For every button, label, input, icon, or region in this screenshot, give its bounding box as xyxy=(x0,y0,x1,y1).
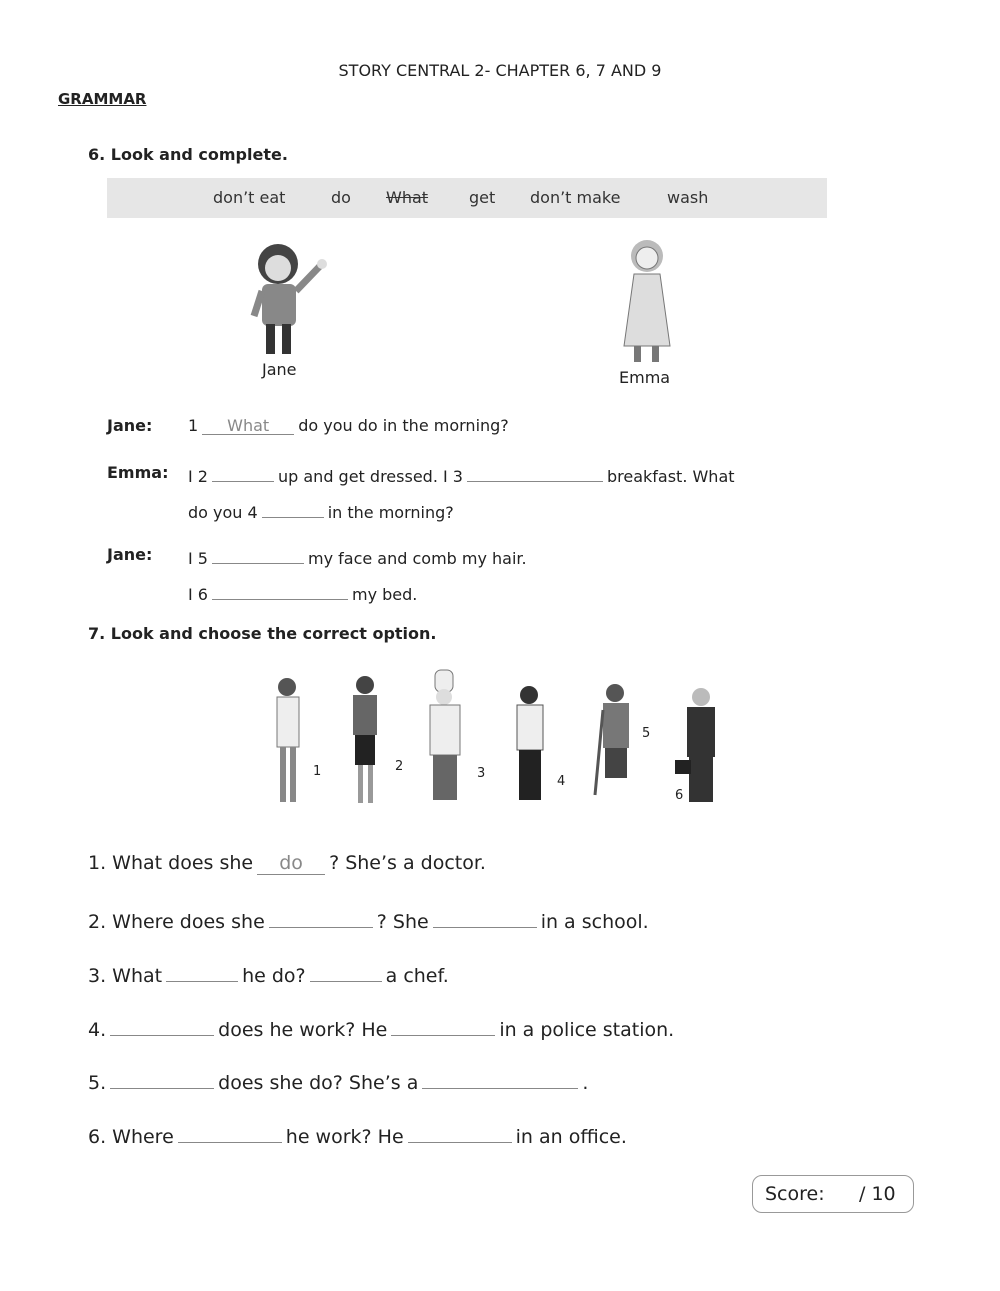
figure-number: 2 xyxy=(395,759,404,774)
line-text: I 5 xyxy=(188,549,208,568)
score-box xyxy=(752,1175,914,1213)
line-text: breakfast. What xyxy=(606,467,735,486)
sentence-text: 2. Where does she xyxy=(88,911,265,933)
answer-blank-5[interactable] xyxy=(212,545,304,564)
occupations-illustration xyxy=(265,665,735,815)
figure-number: 4 xyxy=(557,774,566,789)
figure-number: 3 xyxy=(477,766,486,781)
answer-blank[interactable] xyxy=(422,1066,578,1089)
sentence-text: 5. xyxy=(88,1072,107,1094)
figure-number: 1 xyxy=(313,764,322,779)
line-text: in the morning? xyxy=(327,503,454,522)
answer-blank[interactable] xyxy=(166,959,238,982)
sentence-text: 1. What does she xyxy=(88,852,254,874)
line-text: I 6 xyxy=(188,585,208,604)
line-text: up and get dressed. I 3 xyxy=(277,467,463,486)
answer-blank-4[interactable] xyxy=(262,499,324,518)
sentence-2 xyxy=(88,905,649,933)
line-text: I 2 xyxy=(188,467,208,486)
emma-label: Emma xyxy=(619,368,671,387)
dialogue-line-5 xyxy=(188,581,417,604)
sentence-text: 6. Where xyxy=(88,1126,174,1148)
sentence-text: in a school. xyxy=(540,911,649,933)
sentence-text: . xyxy=(582,1072,589,1094)
dialogue-line-4 xyxy=(188,545,527,568)
sentence-text: does he work? He xyxy=(218,1019,388,1041)
sentence-4 xyxy=(88,1013,674,1041)
sentence-text: ? She’s a doctor. xyxy=(329,852,486,874)
answer-blank[interactable] xyxy=(310,959,382,982)
speaker-label: Emma: xyxy=(107,463,169,482)
line-text: 1 xyxy=(188,416,199,435)
exercise-7-heading: 7. Look and choose the correct option. xyxy=(88,624,437,643)
line-text: do you do in the morning? xyxy=(298,416,509,435)
answer-blank[interactable] xyxy=(178,1120,282,1143)
answer-blank-2[interactable] xyxy=(212,463,274,482)
answer-blank-6[interactable] xyxy=(212,581,348,600)
sentence-3 xyxy=(88,959,449,987)
score-total: / 10 xyxy=(859,1183,896,1205)
speaker-label: Jane: xyxy=(107,416,153,435)
word-bank-item-used: What xyxy=(386,188,429,207)
word-bank-item: get xyxy=(469,188,496,207)
word-bank xyxy=(107,178,827,218)
sentence-text: does she do? She’s a xyxy=(218,1072,419,1094)
figure-number: 6 xyxy=(675,788,684,803)
section-heading: GRAMMAR xyxy=(58,90,147,108)
worksheet-title: STORY CENTRAL 2- CHAPTER 6, 7 AND 9 xyxy=(338,61,662,80)
sentence-text: 4. xyxy=(88,1019,107,1041)
sentence-text: a chef. xyxy=(385,965,449,987)
answer-blank[interactable] xyxy=(110,1066,214,1089)
sentence-text: in a police station. xyxy=(499,1019,675,1041)
answer-blank-1[interactable]: What xyxy=(202,416,294,435)
speaker-label: Jane: xyxy=(107,545,153,564)
dialogue-line-2 xyxy=(188,463,735,486)
line-text: my bed. xyxy=(351,585,418,604)
jane-label: Jane xyxy=(262,360,297,379)
answer-blank[interactable] xyxy=(269,905,373,928)
word-bank-item: do xyxy=(331,188,351,207)
line-text: my face and comb my hair. xyxy=(307,549,527,568)
word-bank-item: don’t eat xyxy=(213,188,286,207)
score-label: Score: xyxy=(765,1183,825,1205)
sentence-text: in an office. xyxy=(515,1126,627,1148)
answer-blank[interactable] xyxy=(408,1120,512,1143)
word-bank-item: wash xyxy=(667,188,709,207)
answer-blank[interactable] xyxy=(110,1013,214,1036)
sentence-text: ? She xyxy=(376,911,429,933)
figure-number: 5 xyxy=(642,726,651,741)
jane-illustration xyxy=(240,236,335,361)
dialogue-line-3 xyxy=(188,499,454,522)
sentence-5 xyxy=(88,1066,588,1094)
sentence-text: he do? xyxy=(242,965,306,987)
answer-blank[interactable]: do xyxy=(257,852,325,875)
answer-blank[interactable] xyxy=(433,905,537,928)
word-bank-item: don’t make xyxy=(530,188,621,207)
sentence-text: he work? He xyxy=(285,1126,404,1148)
sentence-text: 3. What xyxy=(88,965,163,987)
line-text: do you 4 xyxy=(188,503,258,522)
emma-illustration xyxy=(612,236,682,366)
sentence-6 xyxy=(88,1120,627,1148)
dialogue-line-1 xyxy=(188,416,509,435)
answer-blank-3[interactable] xyxy=(467,463,603,482)
answer-blank[interactable] xyxy=(391,1013,495,1036)
sentence-1 xyxy=(88,852,486,875)
exercise-6-heading: 6. Look and complete. xyxy=(88,145,288,164)
